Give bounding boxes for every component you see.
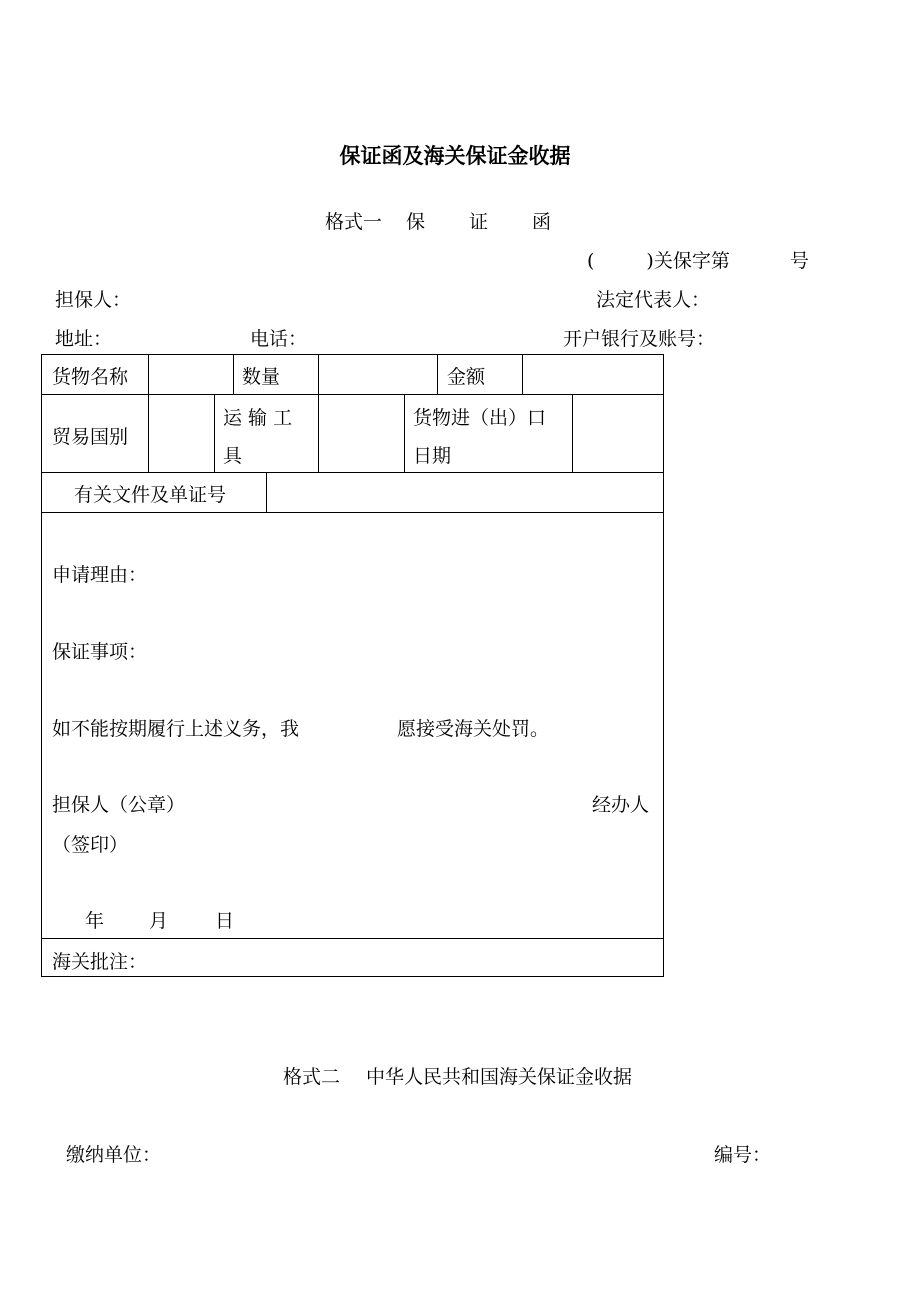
import-export-date-label-line1: 货物进（出）口 [413,407,547,429]
application-reason-label: 申请理由： [52,564,148,586]
serial-number-label: 编号： [714,1144,772,1166]
col-divider [522,355,523,394]
bank-account-label: 开户银行及账号： [563,328,716,350]
row-divider [42,394,663,395]
customs-approval-label: 海关批注： [52,951,148,973]
doc-number-mid: )关保字第 [646,250,730,272]
col-divider [318,355,319,394]
format2-title: 中华人民共和国海关保证金收据 [366,1066,633,1088]
format1-char-2: 证 [469,211,489,233]
amount-label: 金额 [447,366,486,388]
row-divider [42,512,663,513]
pledge-text-part2: 愿接受海关处罚。 [397,718,550,740]
goods-name-label: 货物名称 [52,366,129,388]
guarantee-form-table [41,354,664,977]
doc-number-end: 号 [789,250,809,272]
col-divider [233,355,234,394]
row-divider [42,938,663,939]
format1-label: 格式一 [325,211,383,233]
quantity-label: 数量 [242,366,281,388]
payer-unit-label: 缴纳单位： [66,1144,162,1166]
guarantor-seal-label: 担保人（公章） [52,794,186,816]
transport-label-line2: 具 [223,445,243,467]
related-documents-label: 有关文件及单证号 [74,484,227,506]
import-export-date-label-line2: 日期 [413,445,452,467]
signature-label: （签印） [52,834,129,856]
col-divider [572,394,573,472]
trade-country-label: 贸易国别 [52,426,129,448]
phone-label: 电话： [250,328,308,350]
day-label: 日 [215,910,235,932]
transport-label-line1: 运 输 工 [223,407,293,429]
col-divider [318,394,319,472]
col-divider [404,394,405,472]
legal-representative-label: 法定代表人： [596,289,711,311]
col-divider [148,394,149,472]
format2-heading [283,1068,632,1087]
page-title: 保证函及海关保证金收据 [339,144,571,168]
doc-number-open-paren: ( [587,250,595,272]
row-divider [42,472,663,473]
col-divider [214,394,215,472]
address-label: 地址： [55,328,113,350]
guarantee-matters-label: 保证事项： [52,641,148,663]
format1-char-3: 函 [532,211,552,233]
month-label: 月 [149,910,169,932]
col-divider [437,355,438,394]
col-divider [266,472,267,512]
pledge-text-part1: 如不能按期履行上述义务，我 [52,718,300,740]
handler-label: 经办人 [592,794,650,816]
col-divider [148,355,149,394]
format2-label: 格式二 [283,1066,341,1088]
format1-heading [325,213,551,232]
guarantor-label: 担保人： [55,289,132,311]
format1-char-1: 保 [406,211,426,233]
document-number-line [587,252,809,271]
year-label: 年 [85,910,105,932]
